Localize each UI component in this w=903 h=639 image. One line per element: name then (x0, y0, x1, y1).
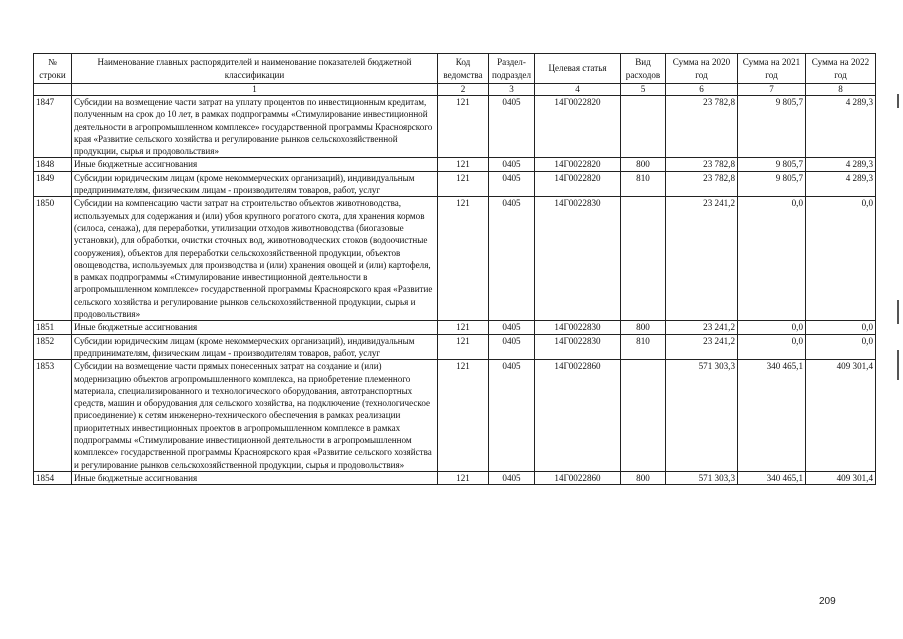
scan-edge-mark (897, 94, 899, 108)
row-target: 14Г0022830 (535, 321, 621, 334)
row-dept-code: 121 (438, 197, 489, 321)
row-sum-2020: 23 782,8 (666, 96, 738, 158)
table-header (34, 54, 876, 96)
scan-edge-mark (897, 300, 899, 324)
row-sum-2022: 4 289,3 (806, 171, 876, 197)
row-section: 0405 (489, 321, 535, 334)
row-sum-2022: 0,0 (806, 334, 876, 360)
page-number: 209 (819, 596, 836, 607)
row-section: 0405 (489, 197, 535, 321)
row-sum-2021: 9 805,7 (738, 158, 806, 171)
row-sum-2020: 23 241,2 (666, 334, 738, 360)
row-dept-code: 121 (438, 360, 489, 472)
row-number: 1850 (34, 197, 72, 321)
row-sum-2022: 409 301,4 (806, 360, 876, 472)
row-sum-2022: 4 289,3 (806, 96, 876, 158)
header-section: Раздел-подраздел (489, 54, 535, 84)
row-name: Субсидии на компенсацию части затрат на строительство объектов животноводства, используемых для содержания и (или) убоя крупного рогатого скота, для хранения кормов (силоса, сенажа), для переработки, утилизации отходов животноводства (биогазовые установки), для обработки, очистки сточных вод, животноводческих стоков (водоочистные сооружения), объектов для переработки сельскохозяйственной продукции, объектов овощеводства, используемых для производства и (или) хранения овощей и (или) картофеля, в рамках подпрограммы «Стимулирование инвестиционной деятельности в агропромышленном комплексе» государственной программы Красноярского края «Развитие сельского хозяйства и регулирование рынков сельскохозяйственной продукции, сырья и продовольствия» (72, 197, 438, 321)
row-name: Субсидии на возмещение части затрат на уплату процентов по инвестиционным кредитам, полученным на срок до 10 лет, в рамках подпрограммы «Стимулирование инвестиционной деятельности в агропромышленном комплексе» государственной программы Красноярского края «Развитие сельского хозяйства и регулирование рынков сельскохозяйственной продукции, сырья и продовольствия» (72, 96, 438, 158)
row-target: 14Г0022830 (535, 334, 621, 360)
row-name: Субсидии на возмещение части прямых понесенных затрат на создание и (или) модернизацию объектов агропромышленного комплекса, на приобретение племенного материала, специализированного и технологического оборудования, автотранспортных средств, машин и оборудования для сельского хозяйства, на подключение (технологическое присоединение) к сетям инженерно-технического обеспечения в рамках реализации приоритетных инвестиционных проектов в агропромышленном комплексе в рамках подпрограммы «Стимулирование инвестиционной деятельности в агропромышленном комплексе» государственной программы Красноярского края «Развитие сельского хозяйства и регулирование рынков сельскохозяйственной продукции, сырья и продовольствия» (72, 360, 438, 472)
row-exp-type (621, 360, 666, 472)
row-target: 14Г0022820 (535, 158, 621, 171)
row-name: Иные бюджетные ассигнования (72, 158, 438, 171)
row-number: 1851 (34, 321, 72, 334)
table-row (34, 360, 876, 472)
row-sum-2021: 340 465,1 (738, 360, 806, 472)
row-section: 0405 (489, 96, 535, 158)
row-sum-2020: 571 303,3 (666, 360, 738, 472)
row-sum-2021: 9 805,7 (738, 171, 806, 197)
row-sum-2021: 0,0 (738, 197, 806, 321)
column-number: 8 (806, 84, 876, 96)
row-exp-type (621, 197, 666, 321)
row-number: 1848 (34, 158, 72, 171)
row-sum-2021: 0,0 (738, 321, 806, 334)
row-sum-2022: 0,0 (806, 321, 876, 334)
row-name: Иные бюджетные ассигнования (72, 321, 438, 334)
row-target: 14Г0022860 (535, 471, 621, 484)
row-sum-2020: 23 241,2 (666, 321, 738, 334)
table-body (34, 96, 876, 485)
row-exp-type: 800 (621, 321, 666, 334)
table-row (34, 471, 876, 484)
header-name: Наименование главных распорядителей и наименование показателей бюджетной классификации (72, 54, 438, 84)
row-dept-code: 121 (438, 158, 489, 171)
row-sum-2021: 0,0 (738, 334, 806, 360)
table-row (34, 197, 876, 321)
column-number-row (34, 84, 876, 96)
header-target: Целевая статья (535, 54, 621, 84)
row-section: 0405 (489, 158, 535, 171)
column-number: 5 (621, 84, 666, 96)
row-dept-code: 121 (438, 171, 489, 197)
row-target: 14Г0022830 (535, 197, 621, 321)
row-sum-2022: 0,0 (806, 197, 876, 321)
row-exp-type: 800 (621, 471, 666, 484)
row-number: 1854 (34, 471, 72, 484)
row-number: 1852 (34, 334, 72, 360)
row-dept-code: 121 (438, 334, 489, 360)
row-section: 0405 (489, 171, 535, 197)
row-sum-2022: 4 289,3 (806, 158, 876, 171)
row-name: Иные бюджетные ассигнования (72, 471, 438, 484)
row-exp-type: 800 (621, 158, 666, 171)
table-row (34, 96, 876, 158)
table-row (34, 334, 876, 360)
row-sum-2020: 23 782,8 (666, 171, 738, 197)
row-target: 14Г0022820 (535, 171, 621, 197)
row-exp-type (621, 96, 666, 158)
column-number (34, 84, 72, 96)
row-number: 1853 (34, 360, 72, 472)
header-row-no: № строки (34, 54, 72, 84)
row-sum-2022: 409 301,4 (806, 471, 876, 484)
table-row (34, 171, 876, 197)
header-sum-2021: Сумма на 2021 год (738, 54, 806, 84)
column-number: 2 (438, 84, 489, 96)
budget-table-sheet (33, 53, 875, 485)
header-sum-2022: Сумма на 2022 год (806, 54, 876, 84)
row-dept-code: 121 (438, 96, 489, 158)
column-number: 6 (666, 84, 738, 96)
row-dept-code: 121 (438, 321, 489, 334)
row-section: 0405 (489, 360, 535, 472)
header-dept-code: Код ведомства (438, 54, 489, 84)
row-sum-2020: 23 241,2 (666, 197, 738, 321)
column-number: 1 (72, 84, 438, 96)
header-sum-2020: Сумма на 2020 год (666, 54, 738, 84)
scan-edge-mark (897, 350, 899, 380)
header-exp-type: Вид расходов (621, 54, 666, 84)
row-name: Субсидии юридическим лицам (кроме некоммерческих организаций), индивидуальным предпринимателям, физическим лицам - производителям товаров, работ, услуг (72, 171, 438, 197)
column-number: 3 (489, 84, 535, 96)
row-sum-2021: 340 465,1 (738, 471, 806, 484)
row-sum-2020: 23 782,8 (666, 158, 738, 171)
column-number: 4 (535, 84, 621, 96)
row-section: 0405 (489, 471, 535, 484)
row-number: 1849 (34, 171, 72, 197)
row-dept-code: 121 (438, 471, 489, 484)
row-sum-2020: 571 303,3 (666, 471, 738, 484)
column-number: 7 (738, 84, 806, 96)
row-name: Субсидии юридическим лицам (кроме некоммерческих организаций), индивидуальным предпринимателям, физическим лицам - производителям товаров, работ, услуг (72, 334, 438, 360)
row-section: 0405 (489, 334, 535, 360)
row-number: 1847 (34, 96, 72, 158)
budget-table (33, 53, 876, 485)
row-exp-type: 810 (621, 334, 666, 360)
row-sum-2021: 9 805,7 (738, 96, 806, 158)
row-target: 14Г0022860 (535, 360, 621, 472)
table-row (34, 158, 876, 171)
row-target: 14Г0022820 (535, 96, 621, 158)
row-exp-type: 810 (621, 171, 666, 197)
table-row (34, 321, 876, 334)
